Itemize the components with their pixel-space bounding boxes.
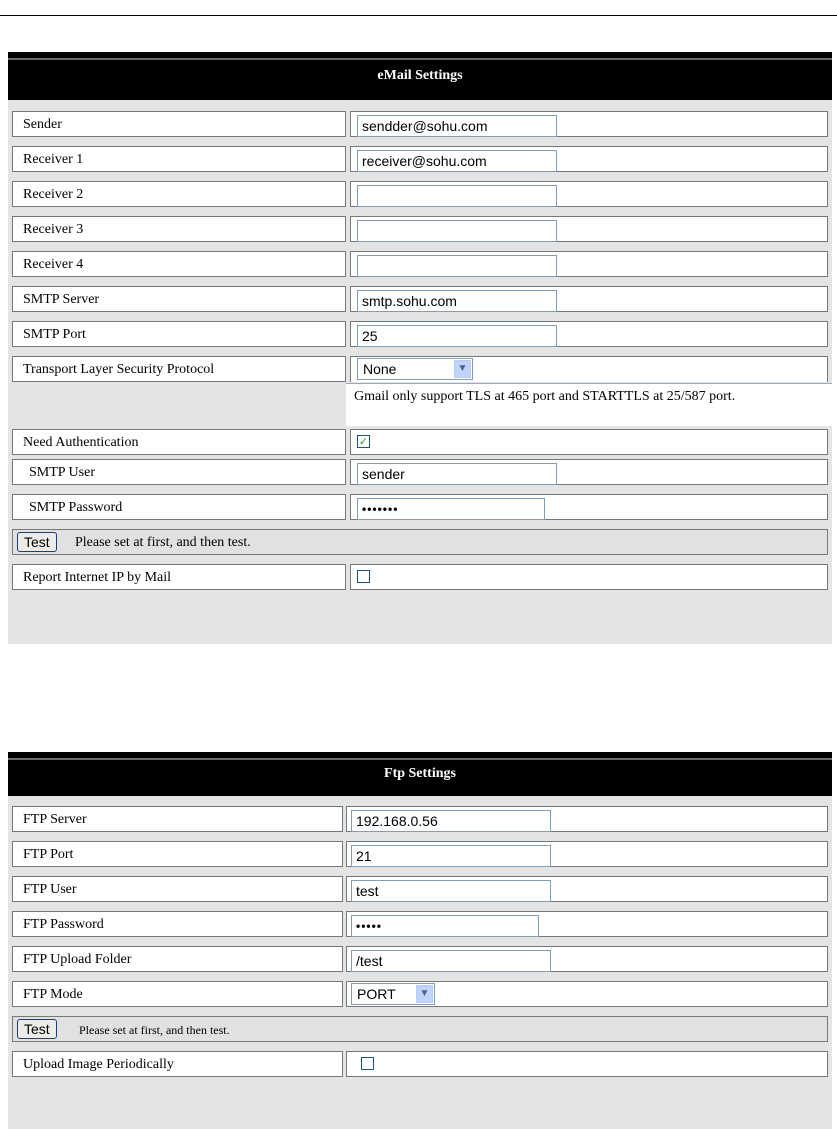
- receiver4-row: [8, 248, 832, 280]
- ftp-mode-select[interactable]: [351, 983, 435, 1005]
- email-settings-panel: [8, 52, 832, 644]
- email-test-button[interactable]: Test: [17, 532, 57, 552]
- ftp-test-hint: Please set at first, and then test.: [79, 1023, 230, 1037]
- smtp-server-cell: [350, 286, 828, 312]
- tls-cell: [350, 356, 828, 382]
- ftp-test-row: [8, 1013, 832, 1045]
- tls-select[interactable]: [357, 358, 473, 380]
- ftp-port-row: [8, 838, 832, 870]
- smtp-user-row: [8, 456, 832, 488]
- report-ip-row: [8, 561, 832, 591]
- ftp-user-input[interactable]: test: [351, 880, 551, 902]
- ftp-server-cell: [346, 806, 828, 832]
- tls-select-value: None: [363, 361, 397, 377]
- report-ip-cell: [350, 564, 828, 590]
- tls-row: [8, 353, 832, 383]
- need-auth-cell: [350, 429, 828, 455]
- smtp-port-cell: [350, 321, 828, 347]
- receiver3-cell: [350, 216, 828, 242]
- upload-periodic-cell: [346, 1051, 828, 1077]
- ftp-mode-select-value: PORT: [357, 986, 396, 1002]
- smtp-server-row: [8, 283, 832, 315]
- ftp-test-button[interactable]: Test: [17, 1019, 57, 1039]
- need-auth-label: Need Authentication: [12, 429, 346, 455]
- chevron-down-icon[interactable]: ▼: [416, 985, 433, 1003]
- receiver1-label: Receiver 1: [12, 146, 346, 172]
- checkmark-icon: ✓: [358, 435, 369, 448]
- tls-note-row: [8, 383, 832, 426]
- receiver4-label: Receiver 4: [12, 251, 346, 277]
- ftp-folder-input[interactable]: /test: [351, 950, 551, 972]
- smtp-password-row: [8, 491, 832, 523]
- ftp-folder-row: [8, 943, 832, 975]
- receiver3-label: Receiver 3: [12, 216, 346, 242]
- sender-cell: [350, 111, 828, 137]
- smtp-password-cell: [350, 494, 828, 520]
- ftp-mode-cell: [346, 981, 828, 1007]
- receiver4-cell: [350, 251, 828, 277]
- ftp-folder-cell: [346, 946, 828, 972]
- ftp-password-label: FTP Password: [12, 911, 343, 937]
- ftp-folder-label: FTP Upload Folder: [12, 946, 343, 972]
- email-test-hint: Please set at first, and then test.: [75, 535, 251, 550]
- receiver2-row: [8, 178, 832, 210]
- chevron-down-icon[interactable]: ▼: [454, 360, 471, 378]
- smtp-port-label: SMTP Port: [12, 321, 346, 347]
- ftp-server-row: [8, 803, 832, 835]
- ftp-user-row: [8, 873, 832, 905]
- smtp-password-input[interactable]: •••••••: [357, 498, 545, 520]
- ftp-port-cell: [346, 841, 828, 867]
- tls-label: Transport Layer Security Protocol: [12, 356, 346, 382]
- ftp-password-input[interactable]: •••••: [351, 915, 539, 937]
- ftp-user-label: FTP User: [12, 876, 343, 902]
- receiver3-row: [8, 213, 832, 245]
- sender-label: Sender: [12, 111, 346, 137]
- receiver3-input[interactable]: [357, 220, 557, 242]
- upload-periodic-label: Upload Image Periodically: [12, 1051, 343, 1077]
- email-settings-title-text: eMail Settings: [377, 68, 463, 83]
- report-ip-label: Report Internet IP by Mail: [12, 564, 346, 590]
- ftp-server-input[interactable]: 192.168.0.56: [351, 810, 551, 832]
- receiver2-input[interactable]: [357, 185, 557, 207]
- ftp-port-input[interactable]: 21: [351, 845, 551, 867]
- smtp-port-input[interactable]: 25: [357, 325, 557, 347]
- receiver1-row: [8, 143, 832, 175]
- email-test-row: [8, 526, 832, 558]
- ftp-server-label: FTP Server: [12, 806, 343, 832]
- ftp-user-cell: [346, 876, 828, 902]
- sender-input[interactable]: sendder@sohu.com: [357, 115, 557, 137]
- ftp-mode-row: [8, 978, 832, 1010]
- tls-note-text: Gmail only support TLS at 465 port and STARTTLS at 25/587 port.: [354, 389, 736, 404]
- smtp-user-input[interactable]: sender: [357, 463, 557, 485]
- receiver4-input[interactable]: [357, 255, 557, 277]
- tls-note-cell: [346, 383, 832, 426]
- receiver1-cell: [350, 146, 828, 172]
- ftp-mode-label: FTP Mode: [12, 981, 343, 1007]
- upload-periodic-checkbox[interactable]: [361, 1057, 374, 1070]
- ftp-settings-panel: [8, 752, 832, 1129]
- ftp-password-row: [8, 908, 832, 940]
- smtp-password-label: SMTP Password: [12, 494, 346, 520]
- ftp-settings-title: [8, 752, 832, 796]
- receiver2-cell: [350, 181, 828, 207]
- upload-periodic-row: [8, 1048, 832, 1080]
- receiver2-label: Receiver 2: [12, 181, 346, 207]
- need-auth-row: [8, 426, 832, 456]
- sender-row: [8, 108, 832, 140]
- ftp-port-label: FTP Port: [12, 841, 343, 867]
- top-divider: [0, 15, 837, 16]
- need-auth-checkbox[interactable]: [357, 435, 370, 448]
- ftp-password-cell: [346, 911, 828, 937]
- ftp-settings-title-text: Ftp Settings: [384, 766, 456, 781]
- smtp-server-input[interactable]: smtp.sohu.com: [357, 290, 557, 312]
- receiver1-input[interactable]: receiver@sohu.com: [357, 150, 557, 172]
- smtp-port-row: [8, 318, 832, 350]
- email-settings-title: [8, 52, 832, 100]
- smtp-user-cell: [350, 459, 828, 485]
- smtp-user-label: SMTP User: [12, 459, 346, 485]
- smtp-server-label: SMTP Server: [12, 286, 346, 312]
- ftp-test-bar: [12, 1016, 828, 1042]
- email-test-bar: [12, 529, 828, 555]
- report-ip-checkbox[interactable]: [357, 570, 370, 583]
